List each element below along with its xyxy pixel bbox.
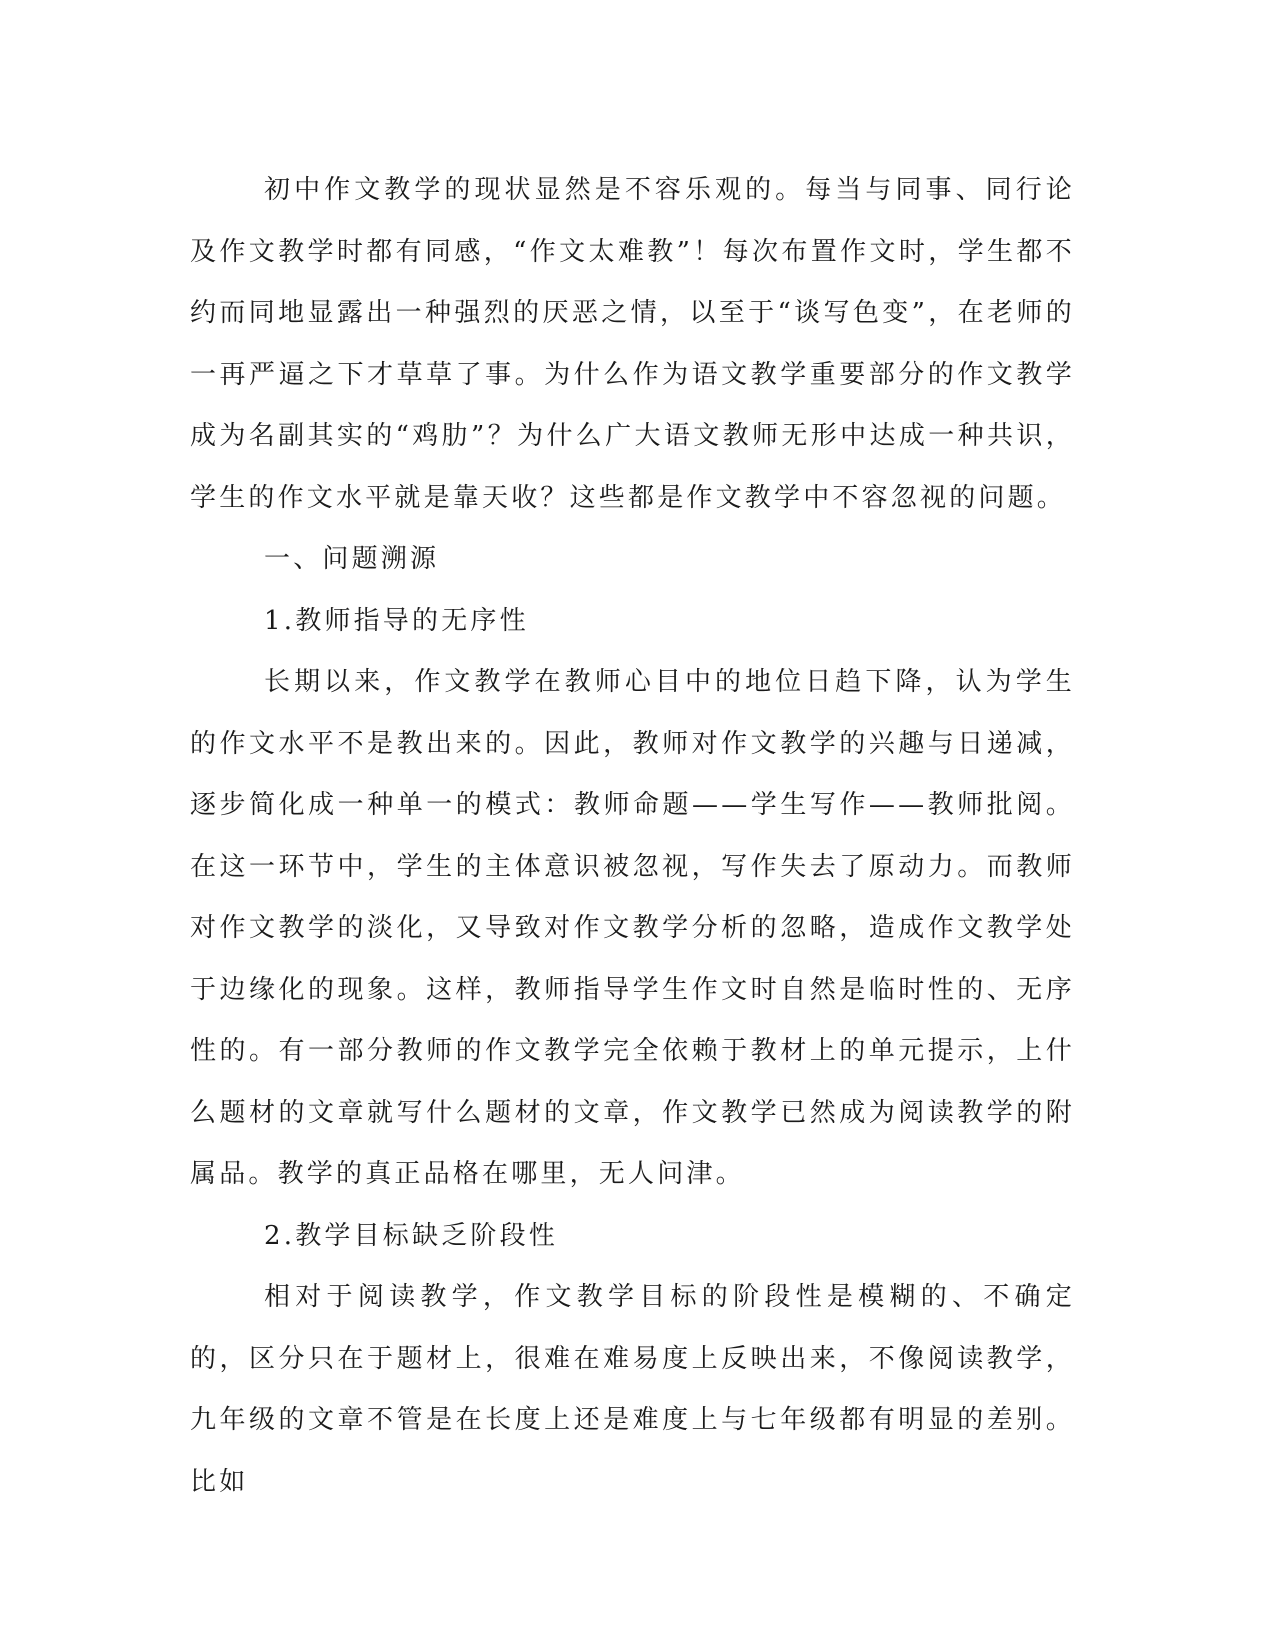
body-paragraph-1: 长期以来，作文教学在教师心目中的地位日趋下降，认为学生的作文水平不是教出来的。因此，教师对作文教学的兴趣与日递减，逐步简化成一种单一的模式：教师命题——学生写作——教师批阅。在这一环节中，学生的主体意识被忽视，写作失去了原动力。而教师对作文教学的淡化，又导致对作文教学分析的忽略，造成作文教学处于边缘化的现象。这样，教师指导学生作文时自然是临时性的、无序性的。有一部分教师的作文教学完全依赖于教材上的单元提示，上什么题材的文章就写什么题材的文章，作文教学已然成为阅读教学的附属品。教学的真正品格在哪里，无人问津。 (190, 667, 1075, 1189)
body-paragraph-2: 相对于阅读教学，作文教学目标的阶段性是模糊的、不确定的，区分只在于题材上，很难在难易度上反映出来，不像阅读教学，九年级的文章不管是在长度上还是难度上与七年级都有明显的差别。比如 (190, 1282, 1075, 1497)
section-heading: 一、问题溯源 (264, 544, 440, 574)
intro-paragraph: 初中作文教学的现状显然是不容乐观的。每当与同事、同行论及作文教学时都有同感，“作文太难教”！每次布置作文时，学生都不约而同地显露出一种强烈的厌恶之情，以至于“谈写色变”，在老师的一再严逼之下才草草了事。为什么作为语文教学重要部分的作文教学成为名副其实的“鸡肋”？为什么广大语文教师无形中达成一种共识，学生的作文水平就是靠天收？这些都是作文教学中不容忽视的问题。 (190, 175, 1075, 513)
document-body (190, 160, 1075, 1513)
subsection-heading-2: 2.教学目标缺乏阶段性 (264, 1220, 559, 1251)
subsection-heading-1: 1.教师指导的无序性 (264, 605, 529, 636)
